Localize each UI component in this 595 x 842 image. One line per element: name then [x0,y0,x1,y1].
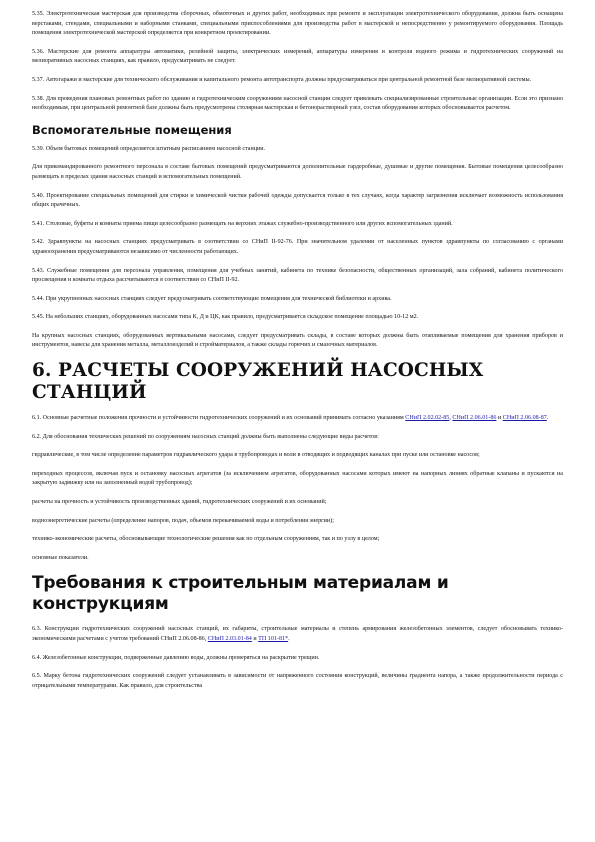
snip-2-02-02-85-link[interactable]: СНиП 2.02.02-85 [405,415,450,422]
paragraph-5-42: 5.42. Здравпункты на насосных станциях предусматривать в соответствии со СНиП II-92-76. При значительном удалении от населенных пунктов здравпункты по согласованию с органами здравоохранения предусматриваются независимо от численности работающих. [32,239,563,255]
list-item-water-energy: водноэнергетические расчеты (определение напоров, подач, объемов перекачиваемой воды и потребления энергии); [32,517,334,524]
document-page [32,10,563,700]
paragraph-6-5: 6.5. Марку бетона гидротехнических сооружений следует устанавливать в зависимости от напряженного состояния конструкций, величины градиента напора, а также продолжительности периода с отрицательными температурами. Как правило, для строительства [32,673,563,689]
link-separator: и [251,636,259,642]
paragraph-5-45-continued: На крупных насосных станциях, оборудованных вертикальными насосами, следует предусматривать склады, в составе которых должны быть отапливаемые помещения для хранения приборов и инструментов, навесы для хранения металла, металлоизделий и стройматериалов, а также склады горючих и смазочных материалов. [32,332,563,349]
snip-2-06-01-86-link[interactable]: СНиП 2.06.01-86 [452,415,497,422]
list-item-strength: расчеты на прочность и устойчивость производственных зданий, гидротехнических сооружений и их оснований; [32,499,327,506]
snip-2-03-01-84-link[interactable]: СНиП 2.03.01-84 [207,636,252,642]
list-item-economic: технико-экономические расчеты, обосновывающие технологические решения как по отдельным сооружениям, так и по узлу в целом; [32,536,380,543]
paragraph-6-1-text: 6.1. Основные расчетные положения прочности и устойчивости гидротехнических сооружений и их оснований принимать согласно указаниям [32,415,406,422]
paragraph-5-35: 5.35. Электротехническая мастерская для производства сборочных, обмоточных и других работ, необходимых при ремонте и эксплуатации электротехнического оборудования, должна быть оснащена верстаками, стендами, специальными и наборными станками, специальными приспособлениями для производства работ в мастерской и непосредственно у ремонтируемого оборудования. Площадь помещения электротехнической мастерской определяется при конкретном проектировании. [32,11,563,37]
paragraph-5-43: 5.43. Служебные помещения для персонала управления, помещения для учебных занятий, кабинета по технике безопасности, общественных организаций, зала собраний, кабинета политического просвещения и комнаты отдыха рассчитываются в соответствии со СНиП II-92. [32,267,563,284]
auxiliary-rooms-heading: Вспомогательные помещения [32,122,232,137]
paragraph-5-39: 5.39. Объем бытовых помещений определяется штатным расписанием насосной станции. [32,145,266,152]
paragraph-5-45: 5.45. На небольших станциях, оборудованных насосами типа К, Д и ЦК, как правило, предусматривается складское помещение площадью 10-12 м2. [32,314,419,321]
paragraph-5-41: 5.41. Столовые, буфеты и комнаты приема пищи целесообразно размещать на верхних этажах служебно-производственного или других вспомогательных зданий. [32,220,453,227]
paragraph-5-40: 5.40. Проектирование специальных помещений для стирки и химической чистки рабочей одежды допускается только в тех случаях, когда характер загрязнения исключает возможность использования общих прачечных. [32,192,563,209]
paragraph-5-37: 5.37. Автогаражи и мастерские для технического обслуживания и капитального ремонта автотранспорта должны предусматриваться при центральной ремонтной базе мелиоративной системы. [32,76,532,83]
paragraph-6-2: 6.2. Для обоснования технических решений по сооружениям насосных станций должны быть выполнены следующие виды расчетов: [32,433,379,440]
paragraph-6-3-text: 6.3. Конструкции гидротехнических сооружений насосных станций, их габариты, строительные материалы и степень армирования железобетонных элементов, следует обосновывать технико-экономическими расчетами с учетом требований СНиП 2.06.08-86, [32,626,563,642]
paragraph-6-3 [32,625,563,644]
paragraph-6-4: 6.4. Железобетонные конструкции, подверженные давлению воды, должны проверяться на раскрытие трещин. [32,654,320,661]
paragraph-end: . [546,415,549,422]
paragraph-5-39-continued: Для прикомандированного ремонтного персонала в составе бытовых помещений предусматриваются дополнительные гардеробные, душевые и другие помещения. Бытовые помещения целесообразно размещать в пределах здания насосных станций и вспомогательных помещений. [32,164,563,180]
list-item-hydraulic: гидравлические, в том числе определение параметров гидравлического удара в трубопроводах и воли в отводящих и подводящих каналах при пуске или остановке насосов; [32,452,480,459]
paragraph-5-44: 5.44. При укрупненных насосных станциях следует предусматривать соответствующие помещения для технической библиотеки и архива. [32,295,392,302]
paragraph-5-36: 5.36. Мастерские для ремонта аппаратуры автоматики, релейной защиты, электрических измерений, аппаратуры измерения и контроля водного режима и гидротехнических сооружений на мелиоративных насосных станциях, как правило, предусматривать не следует. [32,48,563,65]
section-6-heading: 6. РАСЧЕТЫ СООРУЖЕНИЙ НАСОСНЫХ СТАНЦИЙ [32,360,484,404]
snip-2-06-08-87-link[interactable]: СНиП 2.06.08-87 [502,415,547,422]
materials-requirements-heading: Требования к строительным материалам и конструкциям [32,573,449,615]
paragraph-6-1 [32,414,563,424]
list-item-transients: переходных процессов, включая пуск и остановку насосных агрегатов (за исключением агрегатов, оборудованных насосами которых имеют на напорных линиях обратные клапаны и пускаются на закрытую задвижку или на заполненный водой трубопровод); [32,470,563,487]
list-item-indicators: основные показатели. [32,554,89,561]
paragraph-end: . [288,636,290,642]
tp-101-81-link[interactable]: ТП 101-81* [258,636,289,642]
paragraph-5-38: 5.38. Для проведения плановых ремонтных работ по зданию и гидротехническим сооружениям насосной станции следует привлекать специализированные строительные организации. Если это признано необходимым, при центральной ремонтной базе должны быть предусмотрены столярная мастерская и бетонорастворный узел, состав оборудования которых обосновывается расчетом. [32,95,563,112]
link-separator: и [496,415,503,422]
link-separator: , [449,415,453,422]
